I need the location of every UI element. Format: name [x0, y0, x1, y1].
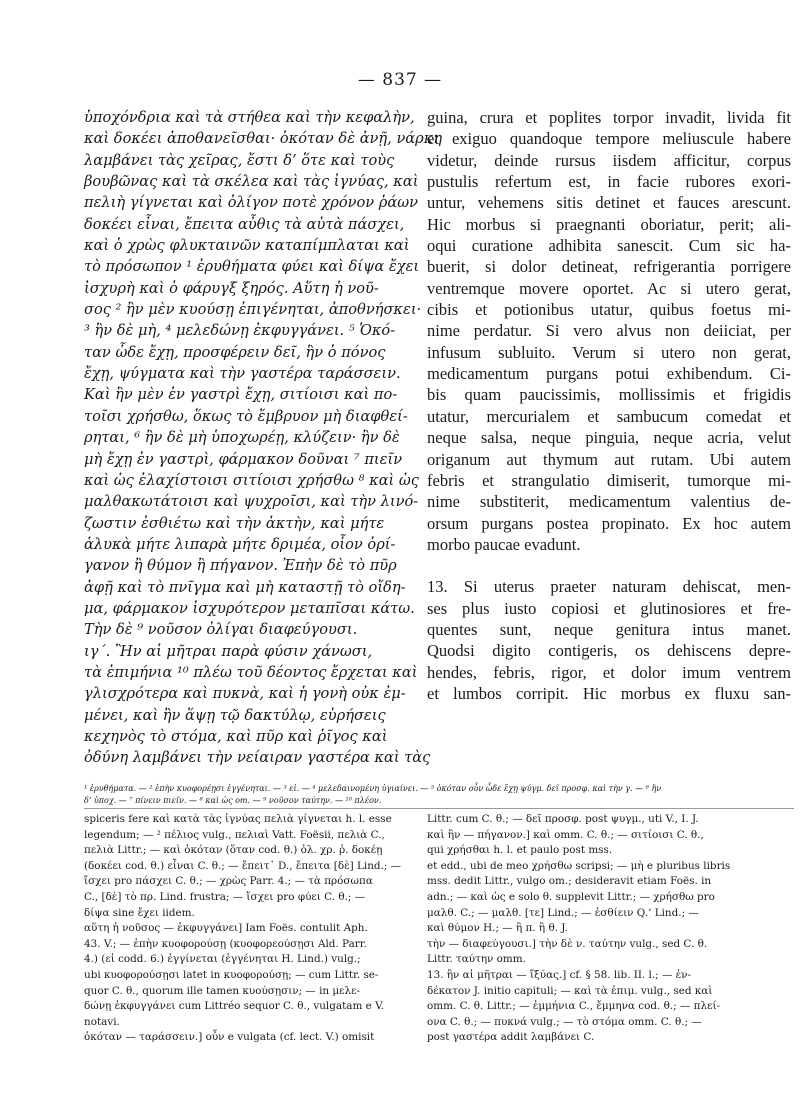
- apparatus-line: et edd., ubi de meo χρήσθω scripsi; — μὴ e pluribus libris: [427, 859, 731, 872]
- page-number: — 837 —: [357, 70, 443, 90]
- greek-text-line: ἔχῃ, ψύγματα καὶ τὴν γαστέρα ταράσσειν.: [84, 365, 401, 383]
- greek-text-line: ταν ὧδε ἔχῃ, προσφέρειν δεῖ, ἢν ὁ πόνος: [84, 343, 386, 361]
- apparatus-line: adn.; — καὶ ὡς e solo θ. supplevit Littr.; — χρήσθω pro: [427, 890, 715, 903]
- greek-text-line: τὰ ἐπιμήνια ¹⁰ πλέω τοῦ δέοντος ἔρχεται καὶ: [84, 663, 418, 681]
- greek-text-line: κεχηνὸς τὸ στόμα, καὶ πῦρ καὶ ῥῖγος καὶ: [84, 727, 388, 745]
- latin-text-line: Hic morbus si praegnanti oboriatur, perit; ali-: [427, 214, 791, 234]
- greek-text-line: σος ² ἢν μὲν κυούσῃ ἐπιγένηται, ἀποθνήσκει·: [84, 301, 422, 319]
- latin-text-line: bis quam paucissimis, mollissimis et frigidis: [427, 385, 791, 405]
- critical-apparatus-left: [84, 812, 402, 1046]
- latin-text-line: utatur, mercurialem et sambucum comedat et: [427, 406, 791, 426]
- apparatus-line: 13. ἢν αἱ μῆτραι — ἴξύας.] cf. § 58. lib. II. l.; — ἐν-: [427, 968, 692, 981]
- apparatus-line: spiceris fere καὶ κατὰ τὰς ἰγνύας πελιὰ γίγνεται h. l. esse: [84, 813, 392, 825]
- greek-text-line: καὶ ὁ χρὼς φλυκταινῶν καταπίμπλαται καὶ: [84, 237, 410, 255]
- footnote-divider: [84, 808, 794, 809]
- apparatus-line: Littr. cum C. θ.; — δεῖ προσφ. post ψυγμ., uti V., I. J.: [427, 813, 699, 825]
- greek-text-line: ιγ΄. Ἢν αἱ μῆτραι παρὰ φύσιν χάνωσι,: [84, 642, 373, 660]
- latin-paragraph-2: [427, 576, 791, 704]
- latin-main-text: [427, 107, 791, 704]
- greek-variant-footnotes: [84, 783, 794, 807]
- latin-text-line: febris et strangulatio dimiserit, tumorque mi-: [427, 470, 791, 490]
- latin-text-line: cibis et potionibus utatur, quibus foetus mi-: [427, 300, 791, 320]
- latin-text-line: medicamentum purgans potui exhibendum. Ci-: [427, 364, 791, 384]
- latin-text-line: buerit, si dolor detineat, refrigerantia porrigere: [427, 257, 791, 277]
- apparatus-line: δίψα sine ἔχει iidem.: [84, 906, 195, 919]
- latin-text-line: nime substiterit, medicamentum valentius de-: [427, 492, 791, 512]
- footnote-line: δ’ ὑποχ. — ⁷ πίνειν πιεῖν. — ⁸ καὶ ὡς om. — ⁹ νοῦσον ταύτην. — ¹⁰ πλέον.: [84, 796, 382, 805]
- apparatus-line: notavi.: [84, 1015, 120, 1028]
- greek-text-line: πελιὴ γίγνεται καὶ ὀλίγον ποτὲ χρόνον ῥάων: [84, 194, 419, 212]
- greek-text-line: Τὴν δὲ ⁹ νοῦσον ὀλίγαι διαφεύγουσι.: [84, 621, 358, 639]
- greek-text-line: ζωστιν ἐσθιέτω καὶ τὴν ἀκτὴν, καὶ μήτε: [84, 514, 385, 532]
- greek-text-line: γλισχρότερα καὶ πυκνὰ, καὶ ἡ γονὴ οὐκ ἐμ-: [84, 685, 406, 703]
- greek-text-line: καὶ δοκέει ἀποθανεῖσθαι· ὁκόταν δὲ ἀνῇ, νάρκη: [84, 130, 443, 148]
- apparatus-line: ονα C. θ.; — πυκνά vulg.; — τὸ στόμα omm. C. θ.; —: [427, 1015, 702, 1028]
- greek-text-line: ἀφῇ καὶ τὸ πνῖγμα καὶ μὴ καταστῇ τὸ οἴδη-: [84, 578, 406, 596]
- latin-text-line: hendes, febris, rigor, et dolor imum ventrem: [427, 662, 791, 682]
- greek-text-line: μένει, καὶ ἢν ἅψῃ τῷ δακτύλῳ, εὑρήσεις: [84, 706, 386, 724]
- apparatus-line: μαλθ. C.; — μαλθ. [τε] Lind.; — ἐσθίειν Q.’ Lind.; —: [427, 906, 699, 919]
- latin-text-line: videtur, deinde rursus iisdem afficitur, corpus: [427, 150, 791, 170]
- latin-text-line: et lumbos corripit. Hic morbus ex fluxu san-: [427, 683, 791, 703]
- greek-text-line: ἰσχυρὴ καὶ ὁ φάρυγξ ξηρός. Αὕτη ἡ νοῦ-: [84, 279, 379, 297]
- apparatus-line: δώνῃ ἐκφυγγάνει cum Littréo sequor C. θ., vulgatam e V.: [84, 1000, 385, 1013]
- latin-text-line: infusum subluito. Verum si utero non gerat,: [427, 342, 791, 362]
- apparatus-line: ὁκόταν — ταράσσειν.] οὖν e vulgata (cf. lect. V.) omisit: [84, 1031, 375, 1044]
- footnote-line: ¹ ἐρυθήματα. — ² ἐπὴν κυοφορέῃσι ἐγγένηται. — ³ εἰ. — ⁴ μελεδαινομένη ὑγιαίνει. — ⁵ ὁκόταν οὖν ὧδε ἔχῃ ψύγμ. δεῖ προσφ. καὶ τὴν γ. — ⁶ ἢν: [84, 784, 662, 793]
- greek-text-line: μαλθακωτάτοισι καὶ ψυχροῖσι, καὶ τὴν λινό-: [84, 493, 419, 511]
- latin-text-line: neque salsa, neque pinguia, neque acria, velut: [427, 428, 791, 448]
- apparatus-line: τὴν — διαφεύγουσι.] τὴν δὲ ν. ταύτην vulg., sed C. θ.: [427, 937, 708, 950]
- greek-text-line: λαμβάνει τὰς χεῖρας, ἔστι δ’ ὅτε καὶ τοὺς: [84, 151, 395, 169]
- latin-text-line: ventremque movere oportet. Ac si utero gerat,: [427, 278, 791, 298]
- apparatus-line: qui χρήσθαι h. l. et paulo post mss.: [427, 844, 613, 857]
- apparatus-line: post γαστέρα addit λαμβάνει C.: [427, 1031, 595, 1044]
- greek-text-line: ὀδύνη λαμβάνει τὴν νείαιραν γαστέρα καὶ τὰς: [84, 749, 431, 767]
- apparatus-line: Littr. ταύτην omm.: [427, 953, 526, 966]
- latin-text-line: nime perdatur. Si vero alvus non deiiciat, per: [427, 321, 791, 341]
- apparatus-line: mss. dedit Littr., vulgo om.; desideravit etiam Foës. in: [427, 875, 712, 888]
- latin-text-line: morbo paucae evadunt.: [427, 534, 581, 554]
- greek-text-line: βουβῶνας καὶ τὰ σκέλεα καὶ τὰς ἰγνύας, καὶ: [84, 173, 419, 191]
- greek-text-line: τοῖσι χρήσθω, ὅκως τὸ ἔμβρυον μὴ διαφθεί-: [84, 407, 408, 425]
- latin-text-line: guina, crura et poplites torpor invadit, livida fit: [427, 108, 791, 127]
- greek-text-line: ρηται, ⁶ ἢν δὲ μὴ ὑποχωρέῃ, κλύζειν· ἢν δὲ: [84, 429, 400, 447]
- latin-paragraph-1: [427, 107, 791, 555]
- apparatus-line: C., [δὲ] τὸ πρ. Lind. frustra; — ἴσχει pro φύει C. θ.; —: [84, 890, 366, 903]
- latin-text-line: et exiguo quandoque tempore meliuscule habere: [427, 129, 791, 149]
- greek-text-line: δοκέει εἶναι, ἔπειτα αὖθις τὰ αὐτὰ πάσχει,: [84, 215, 405, 233]
- greek-text-line: μὴ ἔχῃ ἐν γαστρὶ, φάρμακον δοῦναι ⁷ πιεῖν: [84, 450, 403, 468]
- apparatus-line: καὶ θύμον H.; — ἢ π. ἢ θ. J.: [427, 922, 568, 935]
- latin-text-line: quentes sunt, neque genitura intus manet.: [427, 619, 791, 639]
- apparatus-line: αὕτη ἡ νοῦσος — ἐκφυγγάνει] Iam Foës. contulit Aph.: [84, 922, 368, 935]
- latin-text-line: origanum aut thymum aut rutam. Ubi autem: [427, 449, 791, 469]
- apparatus-line: καὶ ἢν — πήγανον.] καὶ omm. C. θ.; — σιτίοισι C. θ.,: [427, 828, 704, 841]
- greek-main-text: [84, 107, 443, 769]
- apparatus-line: quor C. θ., quorum ille tamen κυούσῃσιν; — in μελε-: [84, 984, 361, 997]
- apparatus-line: (δοκέει cod. θ.) εἶναι C. θ.; — ἔπειτ᾽ D., ἔπειτα [δὲ] Lind.; —: [84, 859, 402, 872]
- greek-text-line: γανον ἢ θύμον ἢ πήγανον. Ἐπὴν δὲ τὸ πῦρ: [84, 557, 397, 575]
- apparatus-line: δέκατον J. initio capituli; — καὶ τὰ ἐπιμ. vulg., sed καὶ: [427, 984, 713, 997]
- greek-text-line: τὸ πρόσωπον ¹ ἐρυθήματα φύει καὶ δίψα ἔχει: [84, 258, 420, 276]
- latin-text-line: Quodsi digito contigeris, os dehiscens depre-: [427, 641, 791, 661]
- apparatus-line: 4.) (εἰ codd. 6.) ἐγγίνεται (ἐγγένηται H. Lind.) vulg.;: [84, 953, 361, 966]
- paragraph-gap: [427, 555, 791, 576]
- apparatus-line: legendum; — ² πέλιος vulg., πελιαὶ Vatt. Foësii, πελιὰ C.,: [84, 828, 385, 841]
- latin-text-line: untur, vehemens sitis detinet et fauces arescunt.: [427, 193, 791, 213]
- greek-text-line: ἁλυκὰ μήτε λιπαρὰ μήτε δριμέα, οἷον ὀρί-: [84, 535, 396, 553]
- latin-text-line: pustulis refertum est, in facie rubores exori-: [427, 172, 791, 192]
- greek-text-line: Καὶ ἢν μὲν ἐν γαστρὶ ἔχῃ, σιτίοισι καὶ πο-: [84, 386, 398, 404]
- greek-text-line: ³ ἢν δὲ μὴ, ⁴ μελεδώνῃ ἐκφυγγάνει. ⁵ Ὁκό-: [84, 322, 396, 340]
- latin-text-line: oqui curatione adhibita sanescit. Cum sic ha-: [427, 236, 791, 256]
- latin-text-line: orsum purgans postea propinato. Ex hoc autem: [427, 513, 791, 533]
- latin-text-line: ses plus iusto copiosi et glutinosiores et fre-: [427, 598, 791, 618]
- latin-text-line: 13. Si uterus praeter naturam dehiscat, men-: [427, 577, 791, 597]
- greek-text-line: ὑποχόνδρια καὶ τὰ στήθεα καὶ τὴν κεφαλὴν,: [84, 109, 415, 126]
- apparatus-line: ἴσχει pro πάσχει C. θ.; — χρὼς Parr. 4.; — τὰ πρόσωπα: [84, 875, 373, 888]
- apparatus-line: ubi κυοφορούσῃσι latet in κυοφορούσῃ; — cum Littr. se-: [84, 968, 379, 981]
- greek-text-line: μα, φάρμακον ἰσχυρότερον μεταπῖσαι κάτω.: [84, 599, 415, 617]
- apparatus-line: omm. C. θ. Littr.; — ἐμμήνια C., ἔμμηνα cod. θ.; — πλεί-: [427, 1000, 721, 1013]
- greek-text-line: καὶ ὡς ἐλαχίστοισι σιτίοισι χρήσθω ⁸ καὶ ὡς: [84, 471, 419, 489]
- critical-apparatus-right: [427, 812, 795, 1046]
- apparatus-line: 43. V.; — ἐπὴν κυοφορούσῃ (κυοφορεούσῃσι Ald. Parr.: [84, 937, 367, 950]
- apparatus-line: πελιὰ Littr.; — καὶ ὀκόταν (ὅταν cod. θ.) ὀλ. χρ. ῥ. δοκέῃ: [84, 844, 383, 857]
